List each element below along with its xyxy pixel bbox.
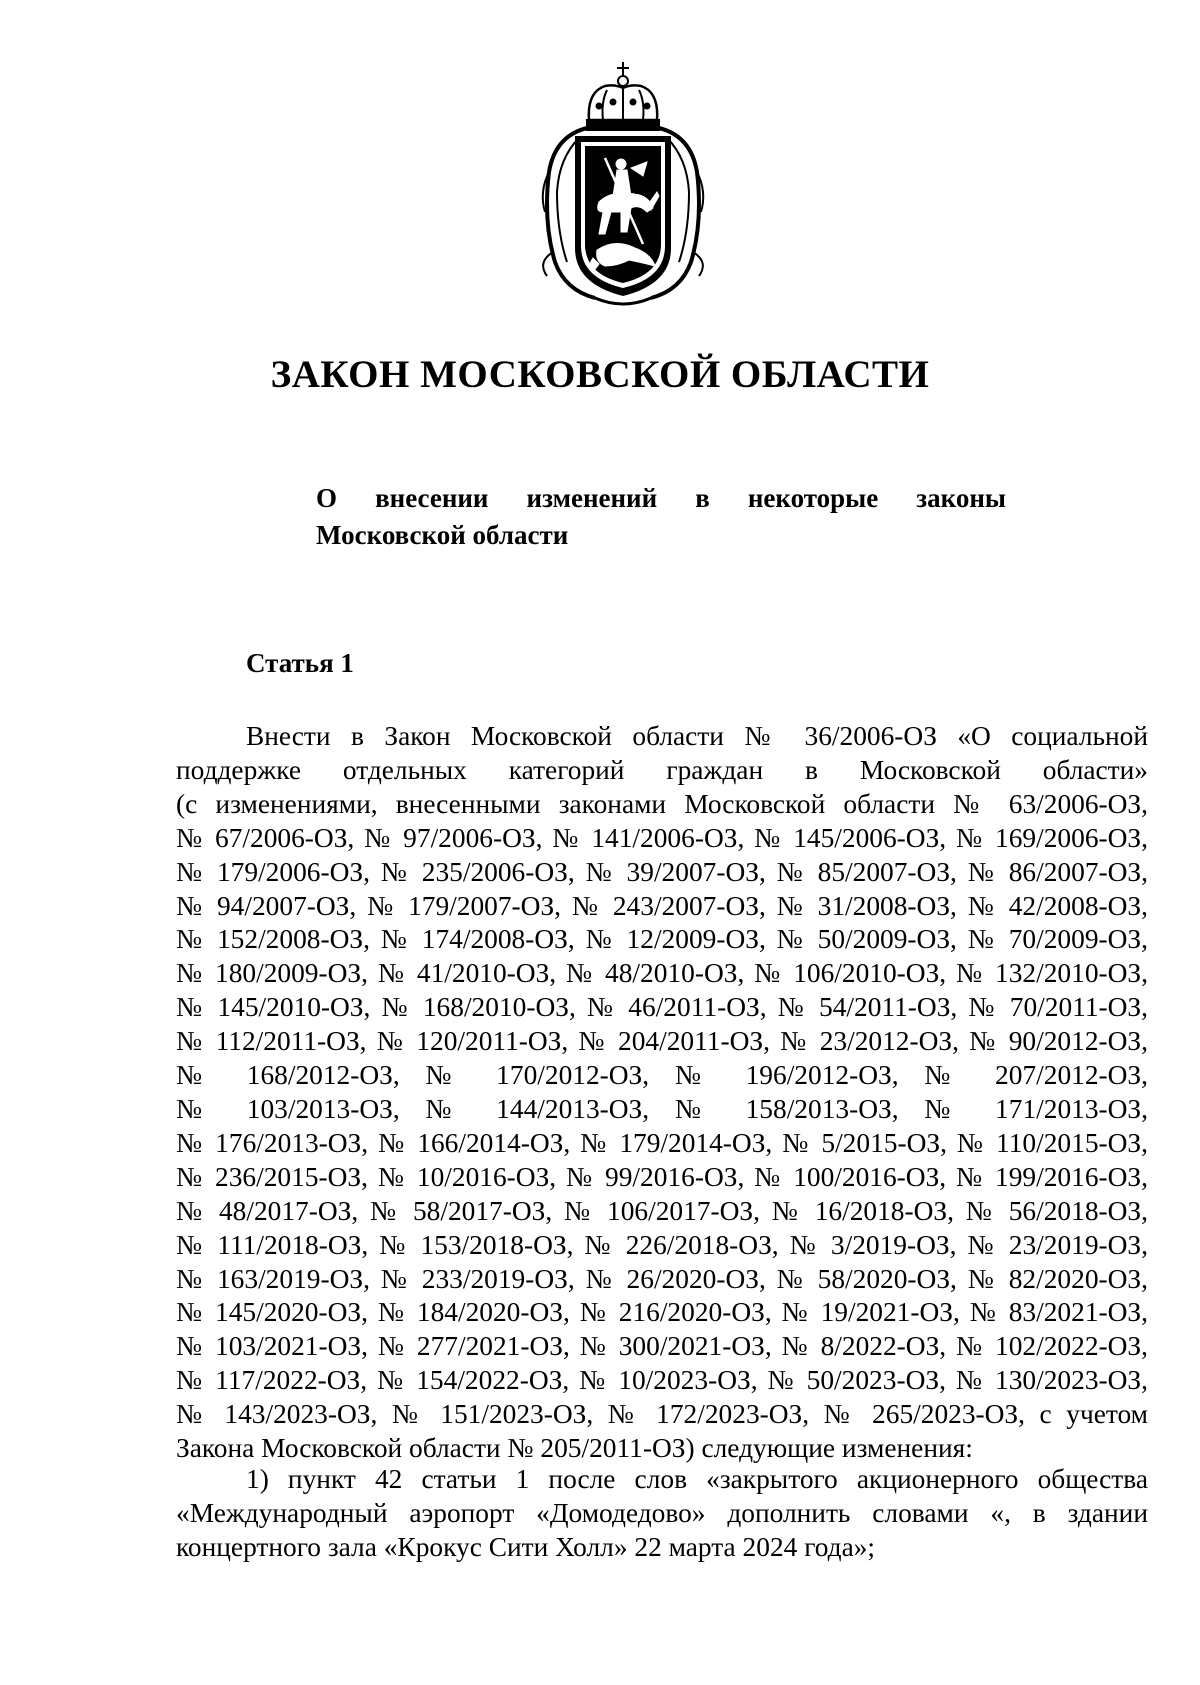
paragraph-line: № 145/2010-ОЗ, № 168/2010-ОЗ, № 46/2011-ОЗ, № 54/2011-ОЗ, № 70/2011-ОЗ, [176, 992, 1148, 1023]
law-title: ЗАКОН МОСКОВСКОЙ ОБЛАСТИ [270, 353, 930, 396]
paragraph-line: № 176/2013-ОЗ, № 166/2014-ОЗ, № 179/2014-ОЗ, № 5/2015-ОЗ, № 110/2015-ОЗ, [176, 1127, 1148, 1158]
paragraph-line: № 67/2006-ОЗ, № 97/2006-ОЗ, № 141/2006-ОЗ, № 145/2006-ОЗ, № 169/2006-ОЗ, [176, 822, 1148, 853]
paragraph-line: Закона Московской области № 205/2011-ОЗ) следующие изменения: [176, 1433, 973, 1464]
subject-line: О внесении изменений в некоторые законы [316, 483, 1006, 513]
paragraph-line: № 103/2013-ОЗ, № 144/2013-ОЗ, № 158/2013-ОЗ, № 171/2013-ОЗ, [176, 1093, 1148, 1124]
paragraph-line: № 180/2009-ОЗ, № 41/2010-ОЗ, № 48/2010-ОЗ, № 106/2010-ОЗ, № 132/2010-ОЗ, [176, 958, 1148, 989]
paragraph-line: № 112/2011-ОЗ, № 120/2011-ОЗ, № 204/2011-ОЗ, № 23/2012-ОЗ, № 90/2012-ОЗ, [176, 1026, 1148, 1057]
amendment-item-1 [176, 1463, 1148, 1565]
article-heading: Статья 1 [246, 648, 354, 678]
subject-line: Московской области [316, 520, 569, 550]
paragraph-line: Внести в Закон Московской области № 36/2006-ОЗ «О социальной [246, 721, 1148, 751]
article-main-paragraph [176, 720, 1148, 1466]
paragraph-line: концертного зала «Крокус Сити Холл» 22 марта 2024 года»; [176, 1531, 876, 1562]
paragraph-line: № 48/2017-ОЗ, № 58/2017-ОЗ, № 106/2017-ОЗ, № 16/2018-ОЗ, № 56/2018-ОЗ, [176, 1195, 1148, 1226]
paragraph-line: № 103/2021-ОЗ, № 277/2021-ОЗ, № 300/2021-ОЗ, № 8/2022-ОЗ, № 102/2022-ОЗ, [176, 1331, 1148, 1362]
paragraph-line: № 94/2007-ОЗ, № 179/2007-ОЗ, № 243/2007-ОЗ, № 31/2008-ОЗ, № 42/2008-ОЗ, [176, 890, 1148, 921]
paragraph-line: 1) пункт 42 статьи 1 после слов «закрытого акционерного общества [246, 1464, 1148, 1494]
paragraph-line: (с изменениями, внесенными законами Московской области № 63/2006-ОЗ, [176, 788, 1148, 819]
law-subject [316, 480, 1006, 554]
paragraph-line: № 117/2022-ОЗ, № 154/2022-ОЗ, № 10/2023-ОЗ, № 50/2023-ОЗ, № 130/2023-ОЗ, [176, 1365, 1148, 1396]
paragraph-line: № 168/2012-ОЗ, № 170/2012-ОЗ, № 196/2012-ОЗ, № 207/2012-ОЗ, [176, 1060, 1148, 1091]
paragraph-line: № 145/2020-ОЗ, № 184/2020-ОЗ, № 216/2020-ОЗ, № 19/2021-ОЗ, № 83/2021-ОЗ, [176, 1297, 1148, 1328]
paragraph-line: № 236/2015-ОЗ, № 10/2016-ОЗ, № 99/2016-ОЗ, № 100/2016-ОЗ, № 199/2016-ОЗ, [176, 1161, 1148, 1192]
paragraph-line: «Международный аэропорт «Домодедово» дополнить словами «, в здании [176, 1497, 1148, 1528]
paragraph-line: № 111/2018-ОЗ, № 153/2018-ОЗ, № 226/2018-ОЗ, № 3/2019-ОЗ, № 23/2019-ОЗ, [176, 1229, 1148, 1260]
paragraph-line: № 163/2019-ОЗ, № 233/2019-ОЗ, № 26/2020-ОЗ, № 58/2020-ОЗ, № 82/2020-ОЗ, [176, 1263, 1148, 1294]
paragraph-line: № 143/2023-ОЗ, № 151/2023-ОЗ, № 172/2023-ОЗ, № 265/2023-ОЗ, с учетом [176, 1399, 1148, 1430]
coat-of-arms-emblem [535, 62, 711, 306]
paragraph-line: № 179/2006-ОЗ, № 235/2006-ОЗ, № 39/2007-ОЗ, № 85/2007-ОЗ, № 86/2007-ОЗ, [176, 856, 1148, 887]
paragraph-line: поддержке отдельных категорий граждан в Московской области» [176, 754, 1148, 785]
paragraph-line: № 152/2008-ОЗ, № 174/2008-ОЗ, № 12/2009-ОЗ, № 50/2009-ОЗ, № 70/2009-ОЗ, [176, 924, 1148, 955]
